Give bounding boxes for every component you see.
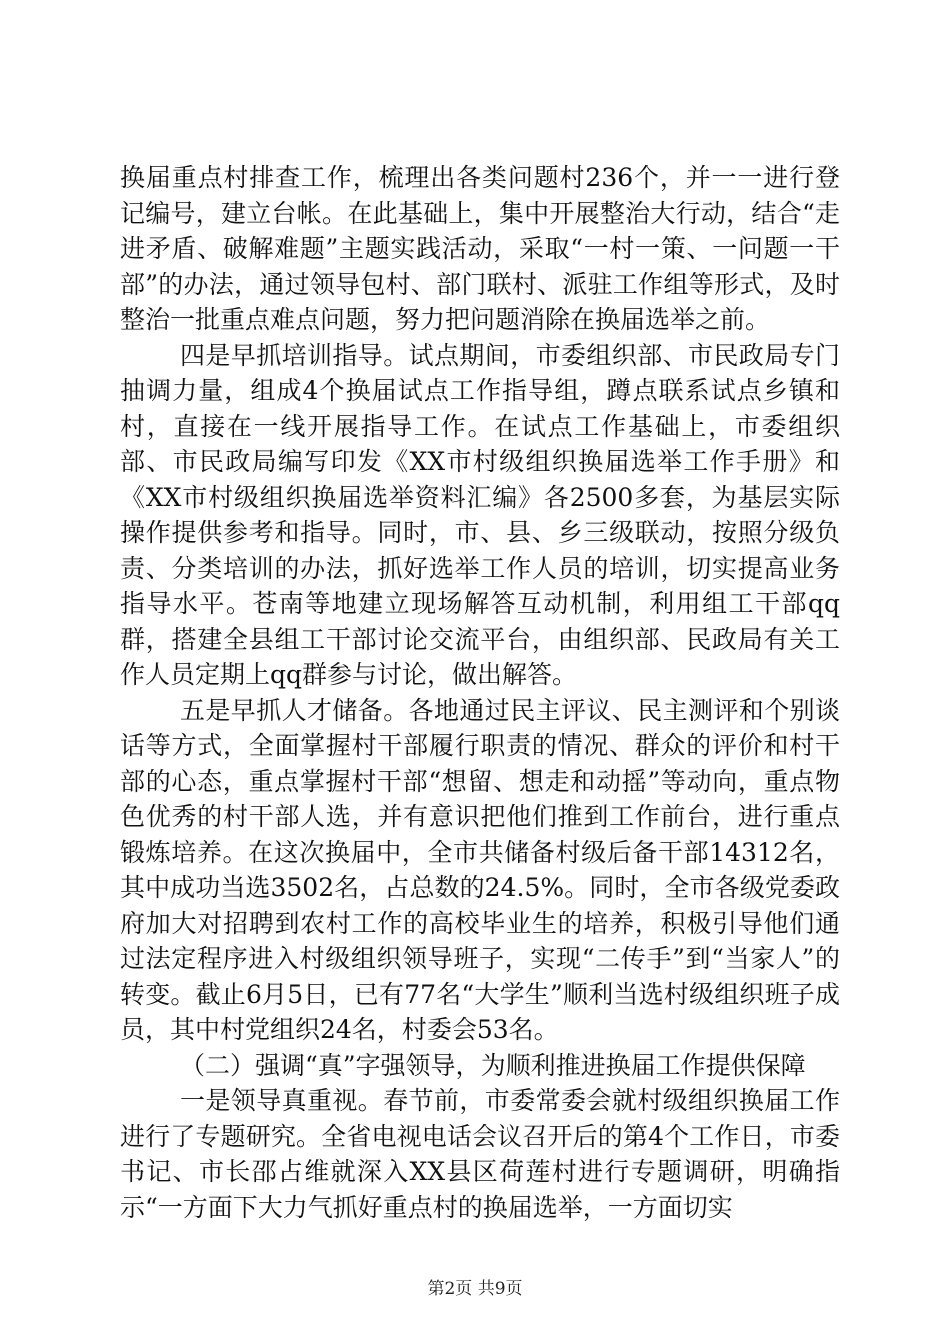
paragraph-continuation: 换届重点村排查工作，梳理出各类问题村236个，并一一进行登记编号，建立台帐。在此基础上，集中开展整治大行动，结合“走进矛盾、破解难题”主题实践活动，采取“一村一策、一问题一干部”的办法，通过领导包村、部门联村、派驻工作组等形式，及时整治一批重点难点问题，努力把问题消除在换届选举之前。 <box>120 163 840 334</box>
page-footer: 第2页 共9页 <box>427 1279 523 1299</box>
paragraph-training-guidance: 四是早抓培训指导。试点期间，市委组织部、市民政局专门抽调力量，组成4个换届试点工作指导组，蹲点联系试点乡镇和村，直接在一线开展指导工作。在试点工作基础上，市委组织部、市民政局编写印发《XX市村级组织换届选举工作手册》和《XX市村级组织换届选举资料汇编》各2500多套，为基层实际操作提供参考和指导。同时，市、县、乡三级联动，按照分级负责、分类培训的办法，抓好选举工作人员的培训，切实提高业务指导水平。苍南等地建立现场解答互动机制，利用组工干部qq群，搭建全县组工干部讨论交流平台，由组织部、民政局有关工作人员定期上qq群参与讨论，做出解答。 <box>120 340 840 689</box>
paragraph-talent-reserve: 五是早抓人才储备。各地通过民主评议、民主测评和个别谈话等方式，全面掌握村干部履行职责的情况、群众的评价和村干部的心态，重点掌握村干部“想留、想走和动摇”等动向，重点物色优秀的村干部人选，并有意识把他们推到工作前台，进行重点锻炼培养。在这次换届中，全市共储备村级后备干部14312名，其中成功当选3502名，占总数的24.5%。同时，全市各级党委政府加大对招聘到农村工作的高校毕业生的培养，积极引导他们通过法定程序进入村级组织领导班子，实现“二传手”到“当家人”的转变。截止6月5日，已有77名“大学生”顺利当选村级组织班子成员，其中村党组织24名，村委会53名。 <box>120 695 840 1044</box>
section-heading-leadership: （二）强调“真”字强领导，为顺利推进换届工作提供保障 <box>180 1050 806 1080</box>
paragraph-leadership-attention: 一是领导真重视。春节前，市委常委会就村级组织换届工作进行了专题研究。全省电视电话会议召开后的第4个工作日，市委书记、市长邵占维就深入XX县区荷莲村进行专题调研，明确指示“一方面下大力气抓好重点村的换届选举，一方面切实 <box>120 1086 840 1222</box>
document-body <box>120 160 840 1225</box>
